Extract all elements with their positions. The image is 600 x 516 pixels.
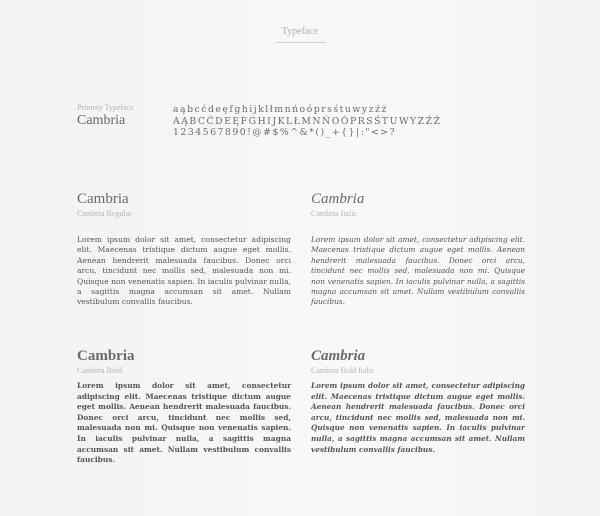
primary-typeface-name: Cambria (77, 113, 126, 128)
sample-text: Lorem ipsum dolor sit amet, consectetur adipiscing elit. Maecenas tristique dictum augue eget mollis. Aenean hendrerit malesuada faucibus. Donec orci arcu, tincidunt nec mollis sed, malesuada non mi. Quisque non venenatis sapien. In iaculis pulvinar nulla, a sagittis magna accumsan sit amet. Nullam vestibulum convallis faucibus. (77, 235, 291, 307)
style-name: Cambria (77, 348, 135, 364)
title-underline (276, 42, 326, 43)
style-block-bold-italic (311, 347, 525, 455)
style-subtitle: Cambria Bold Italic (311, 366, 375, 375)
style-subtitle: Cambria Regular (77, 209, 132, 218)
style-block-regular (77, 190, 291, 308)
glyphs-uppercase: AĄBCĆDEĘFGHIJKLŁMNŃOÓPRSŚTUWYZŹŻ (173, 116, 442, 127)
style-name: Cambria (311, 191, 365, 207)
sample-text: Lorem ipsum dolor sit amet, consectetur adipiscing elit. Maecenas tristique dictum augue eget mollis. Aenean hendrerit malesuada faucibus. Donec orci arcu, tincidunt nec mollis sed, malesuada non mi. Quisque non venenatis sapien. In iaculis pulvinar nulla, a sagittis magna accumsan sit amet. Nullam vestibulum convallis faucibus. (311, 235, 525, 307)
glyphs-lowercase: aąbcćdeęfghijklłmnńoóprsśtuwyzźż (173, 104, 388, 115)
sample-text: Lorem ipsum dolor sit amet, consectetur adipiscing elit. Maecenas tristique dictum augue eget mollis. Aenean hendrerit malesuada faucibus. Donec orci arcu, tincidunt nec mollis sed, malesuada non mi. Quisque non venenatis sapien. In iaculis pulvinar nulla, a sagittis magna accumsan sit amet. Nullam vestibulum convallis faucibus. (77, 381, 291, 465)
page-title: Typeface (281, 26, 319, 37)
style-subtitle: Cambria Bold (77, 366, 123, 375)
sample-text: Lorem ipsum dolor sit amet, consectetur adipiscing elit. Maecenas tristique dictum augue eget mollis. Aenean hendrerit malesuada faucibus. Donec orci arcu, tincidunt nec mollis sed, malesuada non mi. Quisque non venenatis sapien. In iaculis pulvinar nulla, a sagittis magna accumsan sit amet. Nullam vestibulum convallis faucibus. (311, 381, 525, 454)
style-block-bold (77, 347, 291, 466)
primary-typeface-label: Primery Typeface (77, 103, 134, 112)
style-name: Cambria (77, 191, 129, 207)
style-name: Cambria (311, 348, 366, 364)
style-subtitle: Cambria Italic (311, 209, 357, 218)
style-block-italic (311, 190, 525, 308)
glyphs-symbols: 1234567890!@#$%^&*()_+{}|:"<>? (173, 127, 397, 138)
